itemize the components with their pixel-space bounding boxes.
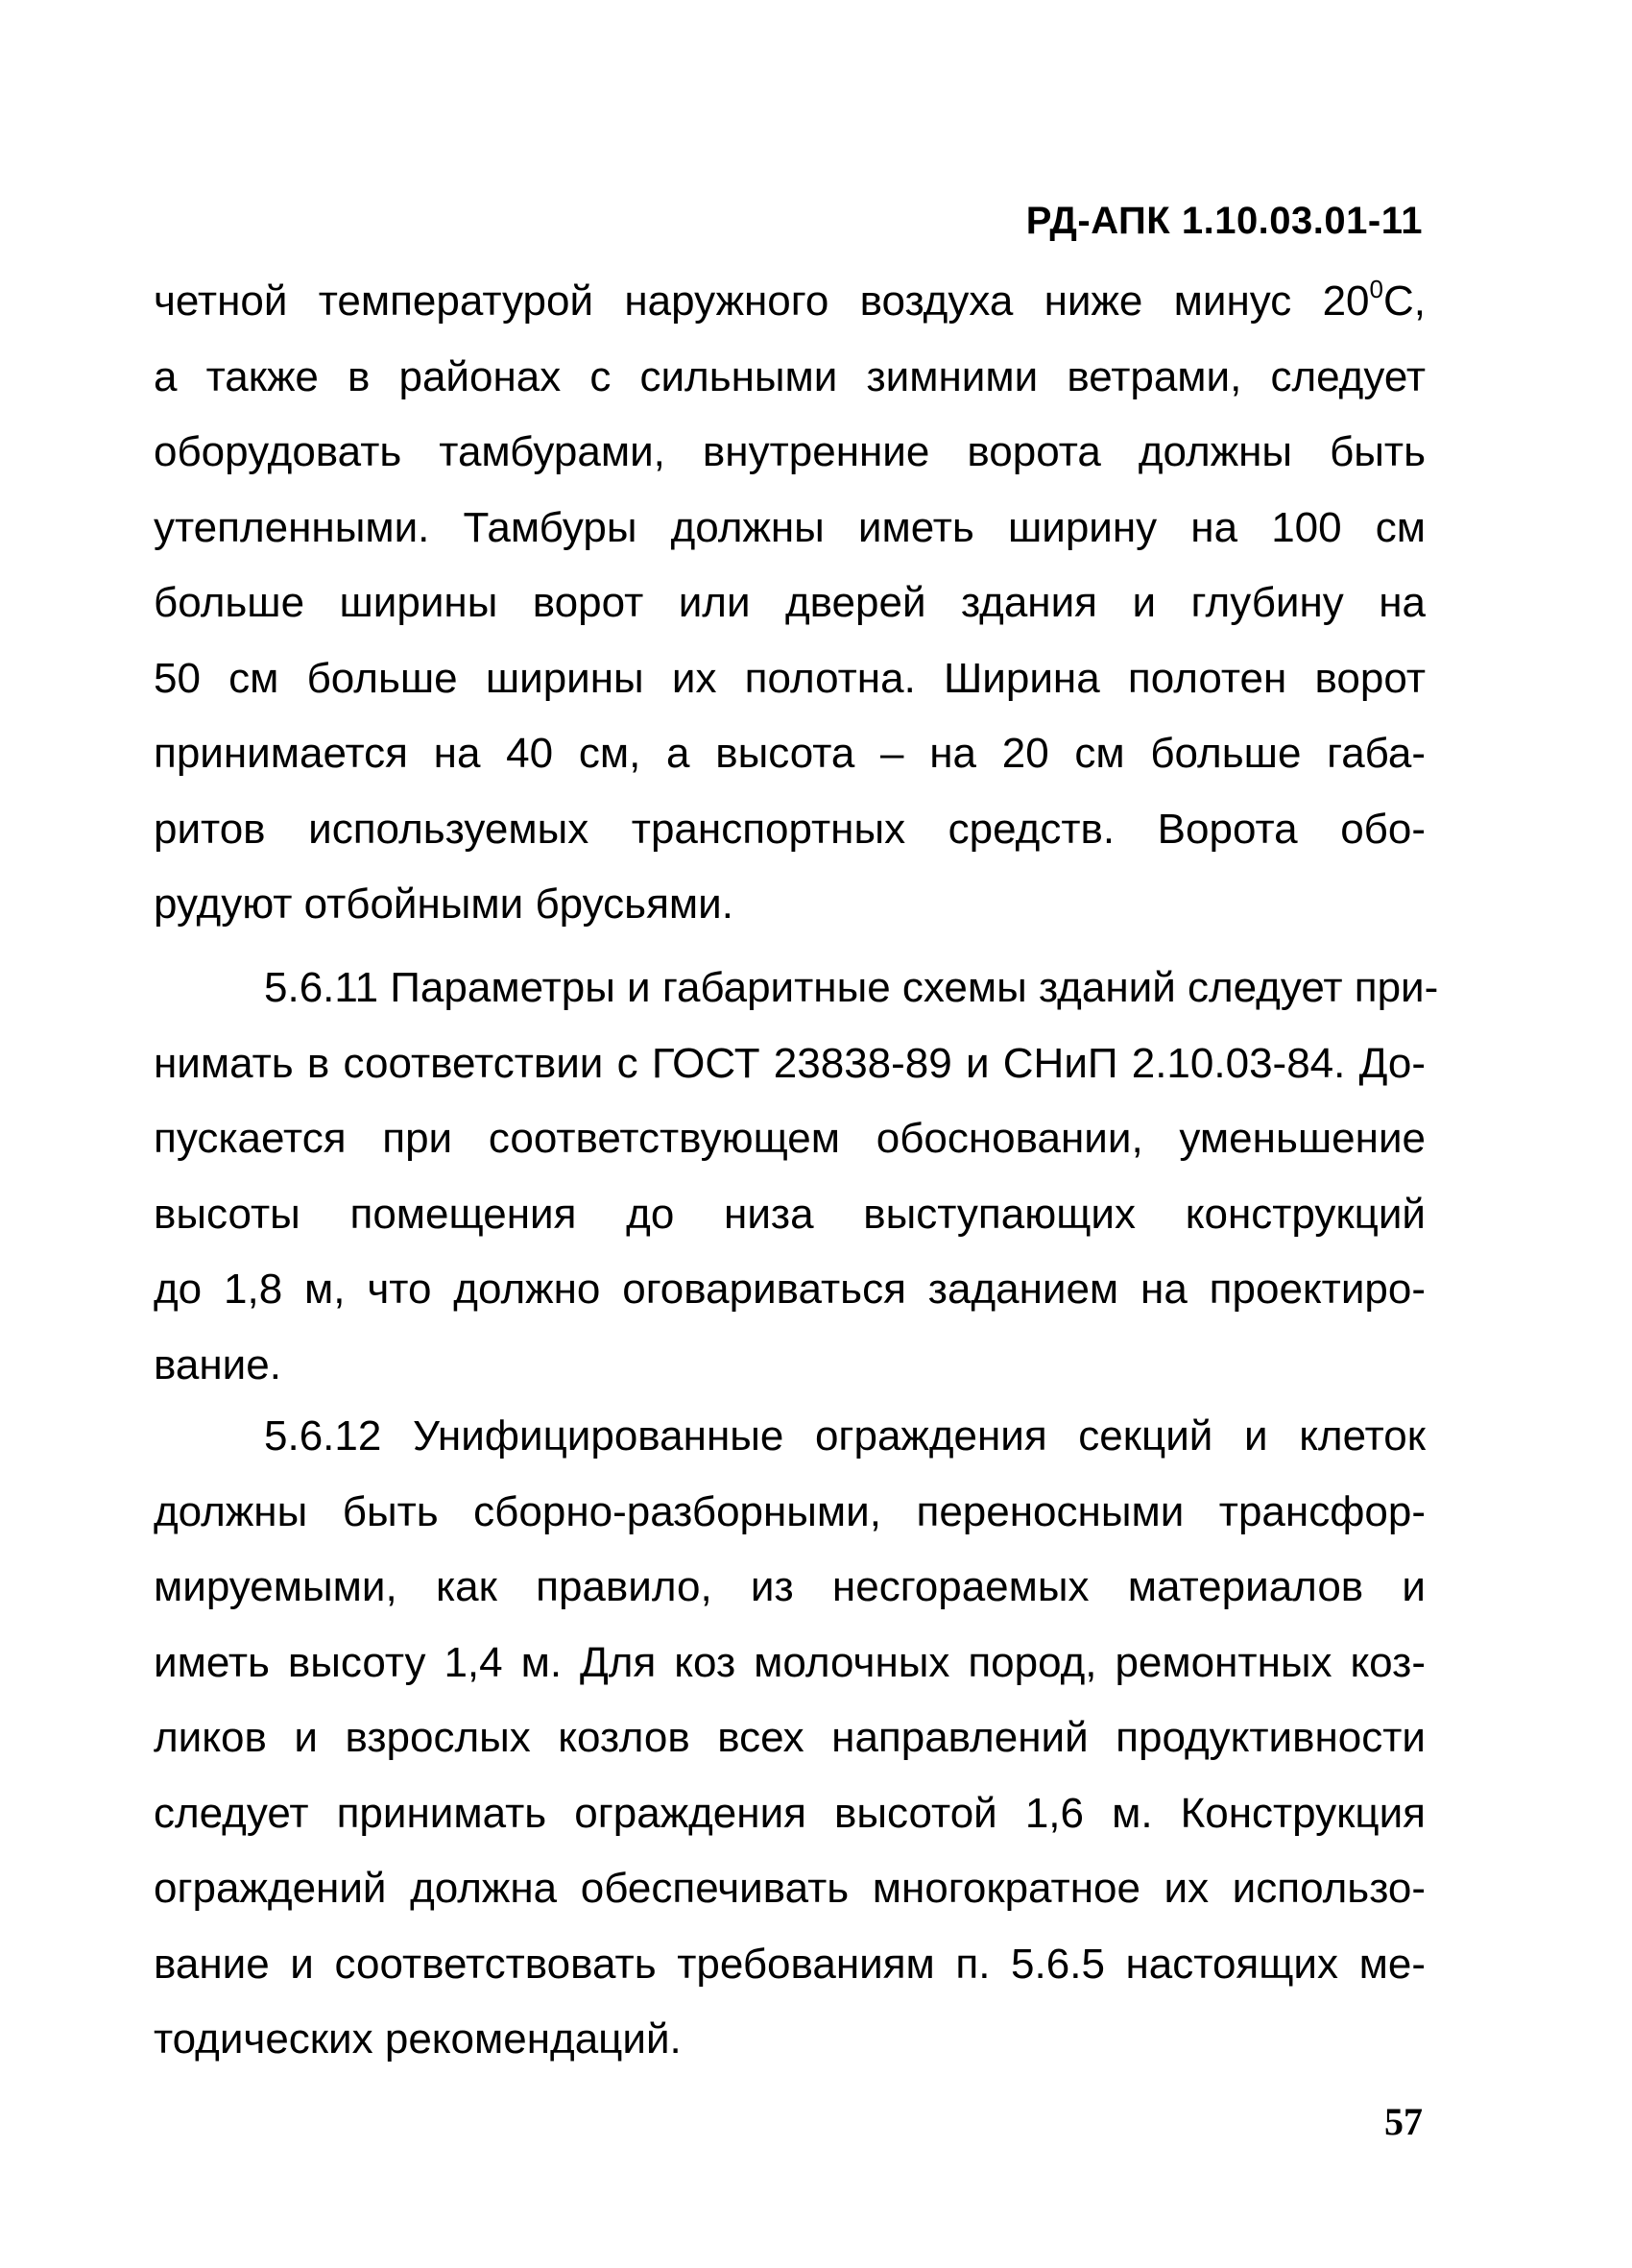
- text-line: ограждений должна обеспечивать многократное их использо-: [154, 1865, 1426, 1912]
- text-line: ритов используемых транспортных средств. Ворота обо-: [154, 805, 1426, 853]
- text-line: а также в районах с сильными зимними ветрами, следует: [154, 352, 1426, 400]
- text-line: вание и соответствовать требованиям п. 5.6.5 настоящих ме-: [154, 1940, 1426, 1988]
- text-line: тодических рекомендаций.: [154, 2015, 682, 2063]
- text-line: рудуют отбойными брусьями.: [154, 881, 733, 928]
- text-line: утепленными. Тамбуры должны иметь ширину на 100 см: [154, 503, 1426, 551]
- text-line: ликов и взрослых козлов всех направлений продуктивности: [154, 1714, 1426, 1761]
- text-line: 50 см больше ширины их полотна. Ширина полотен ворот: [154, 654, 1426, 702]
- text-line: принимается на 40 см, а высота – на 20 см больше габа-: [154, 730, 1426, 777]
- section-5-6-12: [154, 1399, 1426, 2078]
- text-line: следует принимать ограждения высотой 1,6 м. Конструкция: [154, 1789, 1426, 1837]
- section-5-6-11: [154, 951, 1439, 1403]
- text-line: 5.6.11 Параметры и габаритные схемы зданий следует при-: [264, 964, 1439, 1011]
- text-line: 5.6.12 Унифицированные ограждения секций и клеток: [264, 1412, 1426, 1460]
- text-line: больше ширины ворот или дверей здания и глубину на: [154, 579, 1426, 626]
- text-line: до 1,8 м, что должно оговариваться заданием на проектиро-: [154, 1266, 1426, 1313]
- text-line: нимать в соответствии с ГОСТ 23838-89 и СНиП 2.10.03-84. До-: [154, 1039, 1426, 1087]
- text-line: должны быть сборно-разборными, переносными трансфор-: [154, 1487, 1426, 1535]
- page-number: 57: [1384, 2100, 1423, 2143]
- text-line: оборудовать тамбурами, внутренние ворота должны быть: [154, 428, 1426, 475]
- text-line: мируемыми, как правило, из несгораемых материалов и: [154, 1563, 1426, 1610]
- document-code-header: РД-АПК 1.10.03.01-11: [1025, 200, 1423, 242]
- degree-superscript: 0: [1369, 275, 1383, 303]
- text-line: вание.: [154, 1340, 281, 1388]
- text-line: иметь высоту 1,4 м. Для коз молочных пород, ремонтных коз-: [154, 1638, 1426, 1686]
- text-line: пускается при соответствующем обосновании, уменьшение: [154, 1115, 1426, 1162]
- text-line: четной температурой наружного воздуха ниже минус $20^0С$,: [154, 275, 1426, 325]
- paragraph-continuation: [154, 264, 1426, 943]
- text-line: высоты помещения до низа выступающих конструкций: [154, 1190, 1426, 1238]
